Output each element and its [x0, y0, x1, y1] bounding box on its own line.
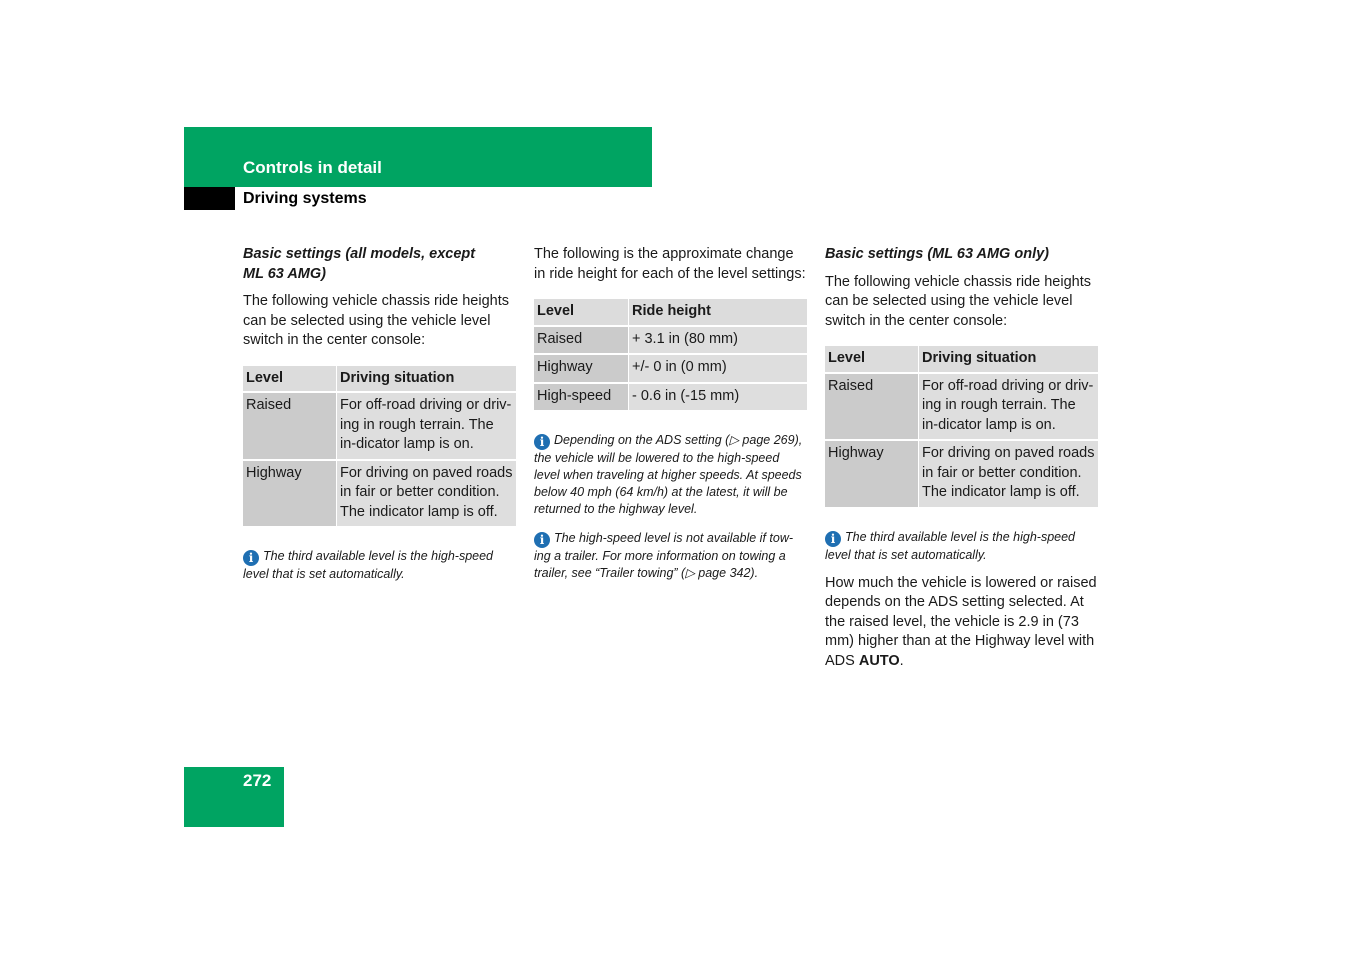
- table-cell: Raised: [825, 372, 918, 440]
- info-icon: i: [243, 550, 259, 566]
- table-cell: +/- 0 in (0 mm): [628, 353, 807, 382]
- right-level-table: [825, 346, 1098, 507]
- header-band: [184, 127, 652, 187]
- table-cell: Raised: [243, 391, 336, 459]
- left-intro: The following vehicle chassis ride heights can be selected using the vehicle level switch in the center console:: [243, 293, 509, 348]
- ads-auto-label: AUTO: [858, 652, 900, 669]
- table-cell: Highway: [534, 353, 628, 382]
- table-cell: Raised: [534, 325, 628, 354]
- table-cell: For driving on paved roads in fair or better condition. The indicator lamp is off.: [918, 439, 1098, 507]
- left-info-note: [243, 548, 516, 583]
- right-column: [825, 245, 1098, 671]
- table-header-row: [825, 346, 1098, 372]
- table-cell: High-speed: [534, 382, 628, 411]
- subsection-title: Driving systems: [243, 190, 367, 207]
- table-cell: Highway: [243, 459, 336, 527]
- table-row: [534, 382, 807, 411]
- left-heading: Basic settings (all models, except ML 63 AMG): [243, 246, 476, 282]
- table-cell: For driving on paved roads in fair or better condition. The indicator lamp is off.: [336, 459, 516, 527]
- info-icon: i: [534, 532, 550, 548]
- page-number: 272: [243, 771, 272, 790]
- note-text: The third available level is the high-speed level that is set automatically.: [243, 549, 493, 581]
- table-cell: For off-road driving or driv-ing in rough terrain. The in-dicator lamp is on.: [918, 372, 1098, 440]
- table-header-row: [243, 366, 516, 392]
- ads-info-note: [534, 432, 807, 518]
- right-info-note: [825, 529, 1098, 564]
- table-cell: - 0.6 in (-15 mm): [628, 382, 807, 411]
- subsection-marker: [184, 187, 235, 210]
- info-icon: i: [534, 434, 550, 450]
- table-row: [243, 459, 516, 527]
- table-cell: + 3.1 in (80 mm): [628, 325, 807, 354]
- table-header-row: [534, 299, 807, 325]
- table-row: [825, 439, 1098, 507]
- note-text: The third available level is the high-speed level that is set automatically.: [825, 529, 1075, 562]
- note-text: The high-speed level is not available if tow-ing a trailer. For more information on towing a trailer, see “Trailer towing” (▷ page 342).: [534, 531, 794, 580]
- column-header: Level: [825, 346, 918, 372]
- column-header: Driving situation: [336, 366, 516, 392]
- table-row: [243, 391, 516, 459]
- middle-intro: The following is the approximate change in ride height for each of the level settings:: [534, 246, 806, 282]
- right-heading: Basic settings (ML 63 AMG only): [825, 246, 1049, 262]
- left-column: [243, 245, 516, 583]
- right-closing-paragraph: [825, 574, 1098, 672]
- note-text: Depending on the ADS setting (▷ page 269), the vehicle will be lowered to the high-speed level when traveling at higher speeds. At speeds below 40 mph (64 km/h) at the latest, it will be returned to the highway level.: [534, 433, 803, 516]
- table-row: [534, 325, 807, 354]
- table-row: [825, 372, 1098, 440]
- table-row: [534, 353, 807, 382]
- column-header: Level: [243, 366, 336, 392]
- right-intro: The following vehicle chassis ride heights can be selected using the vehicle level switch in the center console:: [825, 273, 1091, 329]
- column-header: Driving situation: [918, 346, 1098, 372]
- column-header: Ride height: [628, 299, 807, 325]
- section-title: Controls in detail: [243, 158, 382, 177]
- middle-column: [534, 245, 807, 582]
- closing-end: .: [899, 652, 904, 669]
- column-header: Level: [534, 299, 628, 325]
- closing-text: How much the vehicle is lowered or raised depends on the ADS setting selected. At the raised level, the vehicle is 2.9 in (73 mm) higher than at the Highway level with ADS: [825, 574, 1097, 669]
- table-cell: For off-road driving or driv-ing in rough terrain. The in-dicator lamp is on.: [336, 391, 516, 459]
- left-level-table: [243, 366, 516, 527]
- trailer-info-note: [534, 530, 807, 582]
- info-icon: i: [825, 531, 841, 547]
- table-cell: Highway: [825, 439, 918, 507]
- ride-height-table: [534, 299, 807, 410]
